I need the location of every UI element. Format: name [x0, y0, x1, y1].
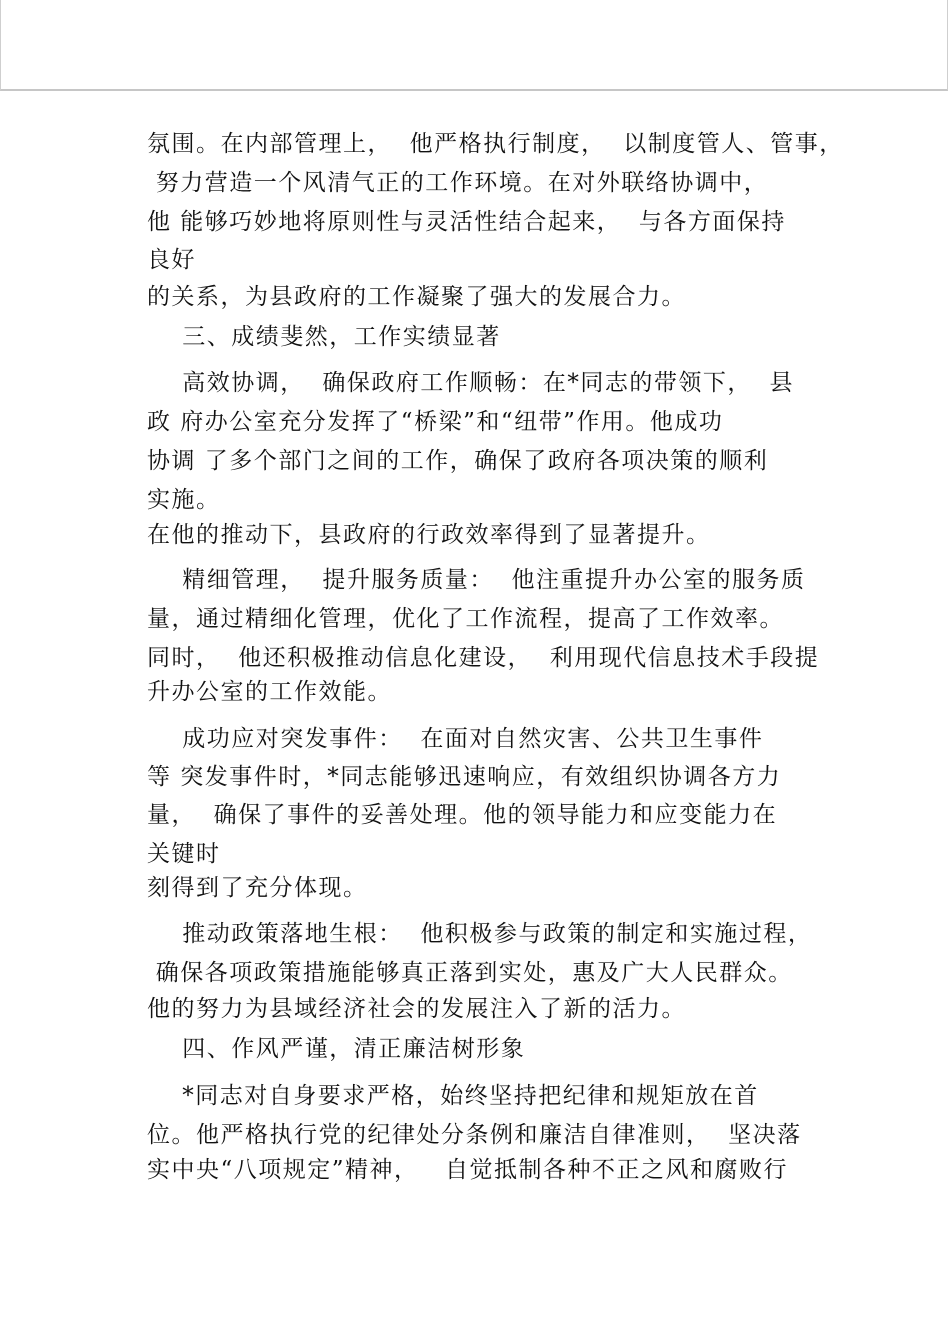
text-line: 量，通过精细化管理，优化了工作流程，提高了工作效率。 — [147, 606, 784, 632]
text-line: 等 突发事件时，*同志能够迅速响应，有效组织协调各方力 — [147, 764, 782, 790]
text-line: 政 府办公室充分发挥了“桥梁”和“纽带”作用。他成功 — [147, 409, 724, 435]
text-line: 推动政策落地生根： 他积极参与政策的制定和实施过程， — [147, 921, 813, 947]
text-line: 氛围。在内部管理上， 他严格执行制度， 以制度管人、管事， — [147, 131, 844, 157]
text-line: 高效协调， 确保政府工作顺畅：在*同志的带领下， 县 — [147, 370, 794, 396]
text-line: 同时， 他还积极推动信息化建设， 利用现代信息技术手段提 — [147, 645, 820, 671]
previous-page-bottom — [0, 0, 948, 91]
text-line: 良好 — [147, 247, 196, 273]
text-line: 位。他严格执行党的纪律处分条例和廉洁自律准则， 坚决落 — [147, 1122, 802, 1148]
text-line: 升办公室的工作效能。 — [147, 679, 392, 705]
text-line: 在他的推动下，县政府的行政效率得到了显著提升。 — [147, 522, 711, 548]
section-heading: 三、成绩斐然，工作实绩显著 — [147, 324, 501, 350]
text-line: 确保各项政策措施能够真正落到实处，惠及广大人民群众。 — [147, 960, 793, 986]
text-line: 努力营造一个风清气正的工作环境。在对外联络协调中， — [147, 170, 769, 196]
text-line: 他 能够巧妙地将原则性与灵活性结合起来， 与各方面保持 — [147, 209, 786, 235]
text-line: 的关系，为县政府的工作凝聚了强大的发展合力。 — [147, 284, 686, 310]
text-line: 他的努力为县域经济社会的发展注入了新的活力。 — [147, 996, 686, 1022]
text-line: 精细管理， 提升服务质量： 他注重提升办公室的服务质 — [147, 567, 806, 593]
text-line: *同志对自身要求严格，始终坚持把纪律和规矩放在首 — [147, 1083, 759, 1109]
text-line: 量， 确保了事件的妥善处理。他的领导能力和应变能力在 — [147, 802, 778, 828]
text-line: 刻得到了充分体现。 — [147, 875, 368, 901]
section-heading: 四、作风严谨，清正廉洁树形象 — [147, 1036, 526, 1062]
text-line: 成功应对突发事件： 在面对自然灾害、公共卫生事件 — [147, 726, 764, 752]
text-line: 实中央“八项规定”精神， 自觉抵制各种不正之风和腐败行 — [147, 1157, 788, 1183]
text-line: 协调 了多个部门之间的工作，确保了政府各项决策的顺利 — [147, 448, 769, 474]
document-page — [0, 92, 950, 1344]
text-line: 实施。 — [147, 487, 221, 513]
text-line: 关键时 — [147, 841, 221, 867]
